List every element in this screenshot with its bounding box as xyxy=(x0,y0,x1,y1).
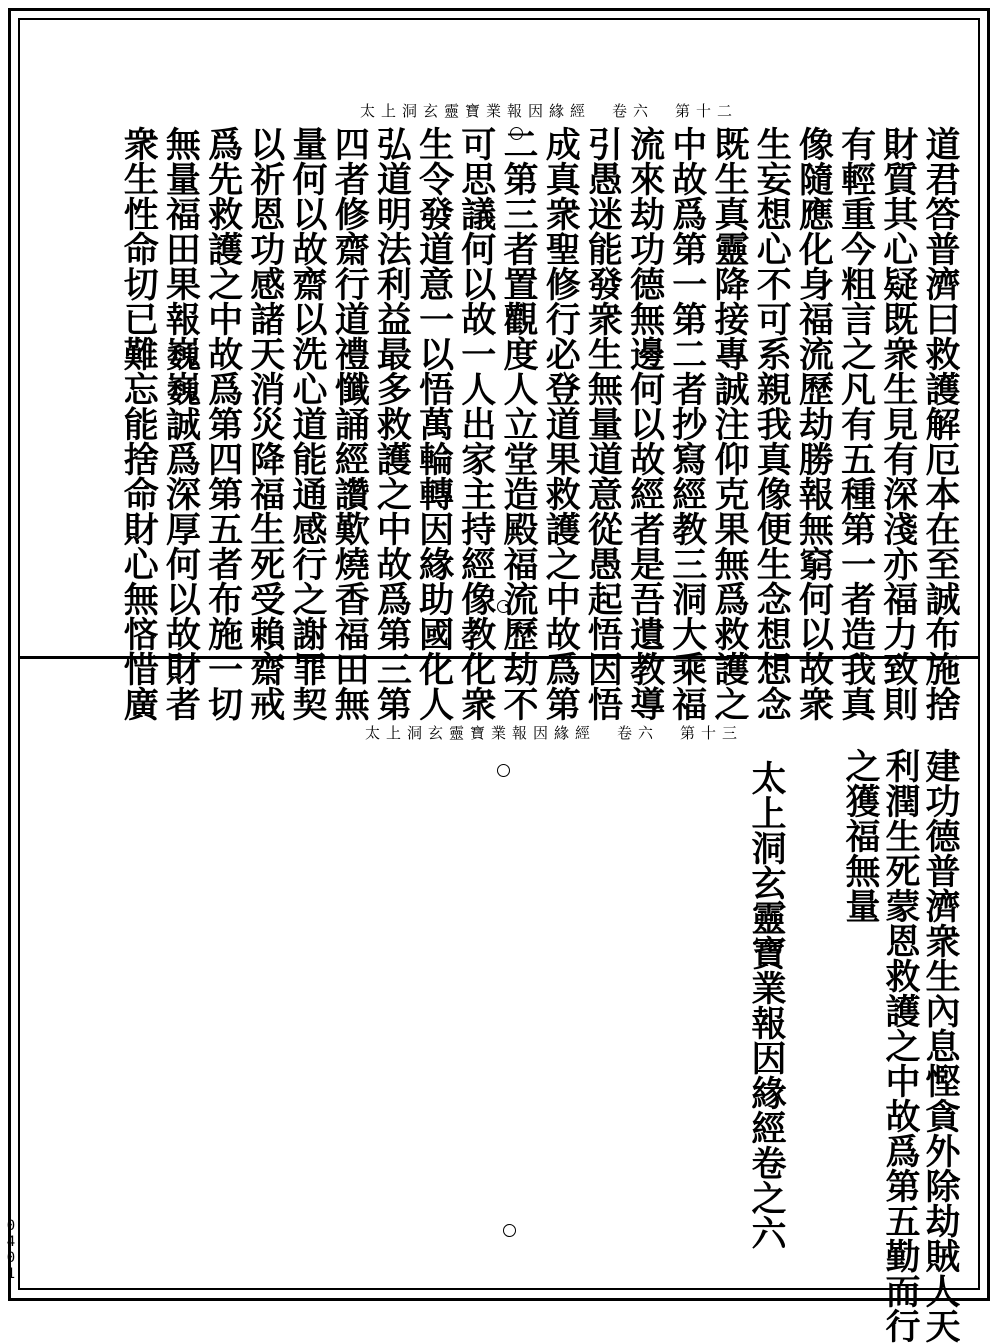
upper-text-column: 無量福田果報巍巍誠爲深厚何以故財者 xyxy=(160,126,202,721)
upper-header: 太上洞玄靈寶業報因緣經 卷六 第十二 xyxy=(360,102,739,120)
upper-text-column: 爲先救護之中故爲第四第五者布施一切 xyxy=(202,126,244,721)
lower-text-column: 利潤生死蒙恩救護之中故爲第五勤而行 xyxy=(880,748,921,1343)
upper-text-column: 中故爲第一第二者抄寫經教三洞大乘福 xyxy=(666,126,708,721)
lower-header: 太上洞玄靈寶業報因緣經 卷六 第十三 xyxy=(365,724,744,742)
upper-text-column: 像隨應化身福流歷劫勝報無窮何以故衆 xyxy=(793,126,835,721)
lower-text-column: 建功德普濟衆生內息慳貪外除劫賊人天 xyxy=(920,748,961,1343)
annotation-circle xyxy=(497,600,510,613)
upper-text-column: 財質其心疑既衆生見有深淺亦福力致則 xyxy=(877,126,919,721)
upper-text-column: 流來劫功德無邊何以故經者是吾遺教導 xyxy=(624,126,666,721)
upper-text-column: 弘道明法利益最多救護之中故爲第三第 xyxy=(371,126,413,721)
juan-title: 太上洞玄靈寶業報因緣經卷之六 xyxy=(746,760,787,1250)
upper-text-column: 衆生性命切已難忘能捨命財心無悋惜廣 xyxy=(118,126,160,721)
upper-text-column: 生令發道意一以悟萬輪轉因緣助國化人 xyxy=(413,126,455,721)
upper-text-column: 以祈恩功感諸天消災降福生死受賴齋戒 xyxy=(244,126,286,721)
upper-text-column: 成真衆聖修行必登道果救護之中故爲第 xyxy=(540,126,582,721)
annotation-circle xyxy=(497,764,510,777)
page-number: 0401 xyxy=(3,1218,19,1282)
lower-text-column: 之獲福無量 xyxy=(840,748,881,923)
upper-text-column: 二第三者置觀度人立堂造殿福流歷劫不 xyxy=(498,126,539,721)
upper-text-column: 四者修齋行道禮懺誦經讚歎燒香福田無 xyxy=(329,126,371,721)
annotation-circle xyxy=(503,1224,516,1237)
upper-text-column: 道君答普濟曰救護解厄本在至誠布施捨 xyxy=(920,126,961,721)
upper-text-column: 引愚迷能發衆生無量道意從愚起悟因悟 xyxy=(582,126,624,721)
upper-text-column: 既生真靈降接專誠注仰克果無爲救護之 xyxy=(709,126,750,721)
annotation-circle xyxy=(510,127,523,140)
upper-text-column: 有輕重今粗言之凡有五種第一者造我真 xyxy=(835,126,877,721)
upper-text-column: 生妄想心不可系親我真像便生念想想念 xyxy=(751,126,793,721)
upper-text-column: 量何以故齋以洗心道能通感行之謝罪契 xyxy=(287,126,328,721)
upper-text-column: 可思議何以故一人出家主持經像教化衆 xyxy=(455,126,497,721)
